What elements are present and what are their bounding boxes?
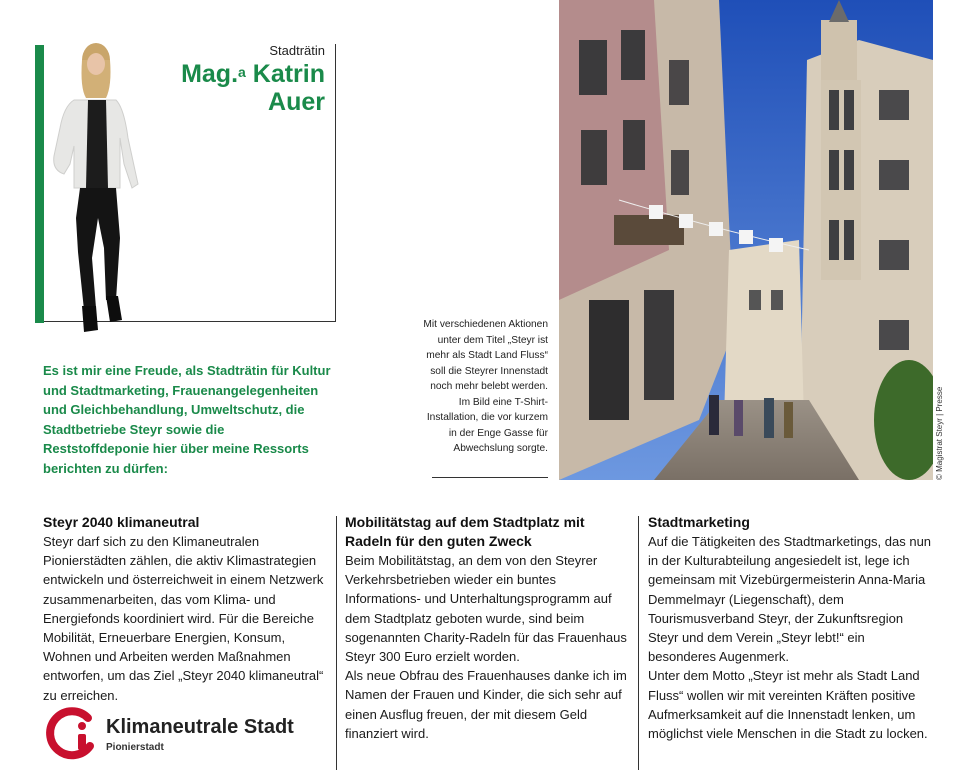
header-divider-vertical <box>335 44 336 322</box>
article-heading: Stadtmarketing <box>648 514 750 530</box>
logo-subtitle: Pionierstadt <box>106 742 164 753</box>
article-column-marketing <box>648 513 933 743</box>
klimaneutrale-stadt-icon <box>44 706 100 762</box>
caption-divider <box>432 477 548 478</box>
klimaneutrale-stadt-logo <box>44 706 314 762</box>
logo-title: Klimaneutrale Stadt <box>106 716 294 738</box>
photo-credit: © Magistrat Steyr | Presse <box>935 386 944 480</box>
name-title-sup: a <box>238 64 246 80</box>
role-label: Stadträtin <box>269 43 325 58</box>
article-column-climate <box>43 513 328 705</box>
article-heading: Steyr 2040 klimaneutral <box>43 514 200 530</box>
article-heading: Mobilitätstag auf dem Stadtplatz mit Radeln für den guten Zweck <box>345 514 585 549</box>
column-divider <box>638 516 639 770</box>
column-divider <box>336 516 337 770</box>
photo-caption: Mit verschiedenen Aktionen unter dem Titel „Steyr ist mehr als Stadt Land Fluss“ soll die Steyrer Innenstadt noch mehr belebt werden. Im Bild eine T-Shirt-Installation, die vor kurzem in der Enge Gasse für Abwechslung sorgte. <box>423 319 548 454</box>
street-photo <box>559 0 933 480</box>
name-title: Mag. <box>181 60 239 88</box>
name-first: Katrin <box>252 60 325 88</box>
intro-text: Es ist mir eine Freude, als Stadträtin für Kultur und Stadtmarketing, Frauenangelegenheiten und Gleichbehandlung, Umweltschutz, die Stadtbetriebe Steyr sowie die Reststoffdeponie hier über meine Ressorts berichten zu dürfen: <box>43 363 331 476</box>
article-body-continued: Unter dem Motto „Steyr ist mehr als Stadt Land Fluss“ wollen wir mit vereinten Kräften positive Aufmerksamkeit auf die Innenstadt lenken, um möglichst viele Menschen in die Stadt zu locken. <box>648 668 928 742</box>
name-last: Auer <box>268 88 325 116</box>
person-name <box>181 60 325 116</box>
article-column-mobility <box>345 513 630 743</box>
article-body: Steyr darf sich zu den Klimaneutralen Pionierstädten zählen, die aktiv Klimastrategien entwickeln und österreichweit in einem Netzwerk zusammenarbeiten, das vom Klima- und Energiefonds koordiniert wird. Für die Bereiche Mobilität, Erneuerbare Energien, Konsum, Wohnen und Arbeiten werden Maßnahmen entworfen, um das Ziel „Steyr 2040 klimaneutral“ zu erreichen. <box>43 534 324 703</box>
article-body: Auf die Tätigkeiten des Stadtmarketings, das nun in der Kulturabteilung angesiedelt ist, lege ich gemeinsam mit Vizebürgermeisterin Anna-Maria Demmelmayr (Liegenschaft), dem Tourismusverband Steyr, der Zukunftsregion Steyr und dem Verein „Steyr lebt!“ ein besonderes Augenmerk. <box>648 534 932 665</box>
portrait-image <box>24 38 164 336</box>
article-body: Beim Mobilitätstag, an dem von den Steyrer Verkehrsbetrieben wieder ein buntes Informations- und Unterhaltungsprogramm auf dem Stadtplatz geboten wurde, sind beim sogenannten Charity-Radeln für das Frauenhaus Steyr 300 Euro erzielt worden. <box>345 553 627 665</box>
article-body-continued: Als neue Obfrau des Frauenhauses danke ich im Namen der Frauen und Kinder, die sich sehr auf einen Ausflug freuen, der mit diesem Geld finanziert wird. <box>345 668 627 741</box>
